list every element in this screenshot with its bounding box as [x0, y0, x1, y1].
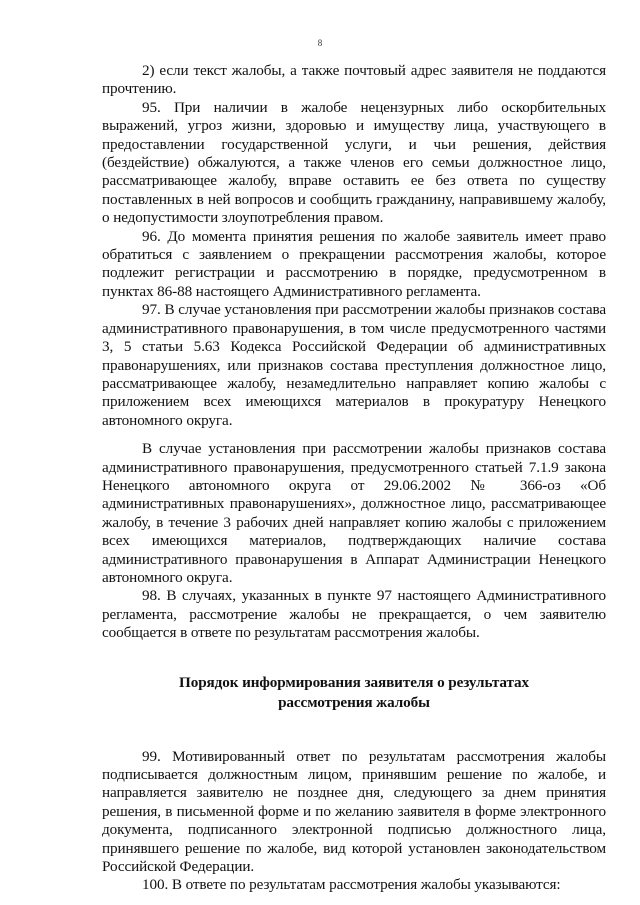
paragraph-96: 96. До момента принятия решения по жалобе заявитель имеет право обратиться с заявлением о прекращении рассмотрения жалобы, которое подлежит регистрации и рассмотрению в порядке, предусмотренном в пунктах 86-88 настоящего Административного регламента. [102, 227, 606, 300]
paragraph-97-continued: В случае установления при рассмотрении жалобы признаков состава административного правонарушения, предусмотренного статьей 7.1.9 закона Ненецкого автономного округа от 29.06.2002 № 366-оз «Об административных правонарушениях», должностное лицо, рассматривающее жалобу, в течение 3 рабочих дней направляет копию жалобы с приложением всех имеющихся материалов, подтверждающих наличие состава административного правонарушения в Аппарат Администрации Ненецкого автономного округа. [102, 440, 606, 586]
paragraph-97: 97. В случае установления при рассмотрении жалобы признаков состава административного правонарушения, в том числе предусмотренного частями 3, 5 статьи 5.63 Кодекса Российской Федерации об административных правонарушениях, или признаков состава преступления должностное лицо, рассматривающее жалобу, незамедлительно направляет копию жалобы с приложением всех имеющихся материалов в прокуратуру Ненецкого автономного округа. [102, 301, 606, 429]
paragraph-98: 98. В случаях, указанных в пункте 97 настоящего Административного регламента, рассмотрение жалобы не прекращается, о чем заявителю сообщается в ответе по результатам рассмотрения жалобы. [102, 587, 606, 642]
page-number: 8 [317, 38, 323, 48]
section-heading-line-1: Порядок информирования заявителя о результатах [178, 673, 529, 691]
paragraph-item-2: 2) если текст жалобы, а также почтовый адрес заявителя не поддаются прочтению. [102, 62, 606, 98]
section-heading [102, 673, 606, 713]
paragraph-95: 95. При наличии в жалобе нецензурных либо оскорбительных выражений, угроз жизни, здоровью и имуществу лица, участвующего в предоставлении государственной услуги, и чьи решения, действия (бездействие) обжалуются, а также членов его семьи должностное лицо, рассматривающее жалобу, вправе оставить ее без ответа по существу поставленных в ней вопросов и сообщить гражданину, направившему жалобу, о недопустимости злоупотребления правом. [102, 98, 606, 227]
document-body [102, 62, 606, 895]
paragraph-99: 99. Мотивированный ответ по результатам рассмотрения жалобы подписывается должностным лицом, принявшим решение по жалобе, и направляется заявителю не позднее дня, следующего за днем принятия решения, в письменной форме и по желанию заявителя в форме электронного документа, подписанного электронной подписью должностного лица, принявшего решение по жалобе, вид которой установлен законодательством Российской Федерации. [102, 747, 606, 876]
section-heading-line-2: рассмотрения жалобы [278, 693, 430, 711]
paragraph-100: 100. В ответе по результатам рассмотрения жалобы указываются: [142, 876, 561, 894]
